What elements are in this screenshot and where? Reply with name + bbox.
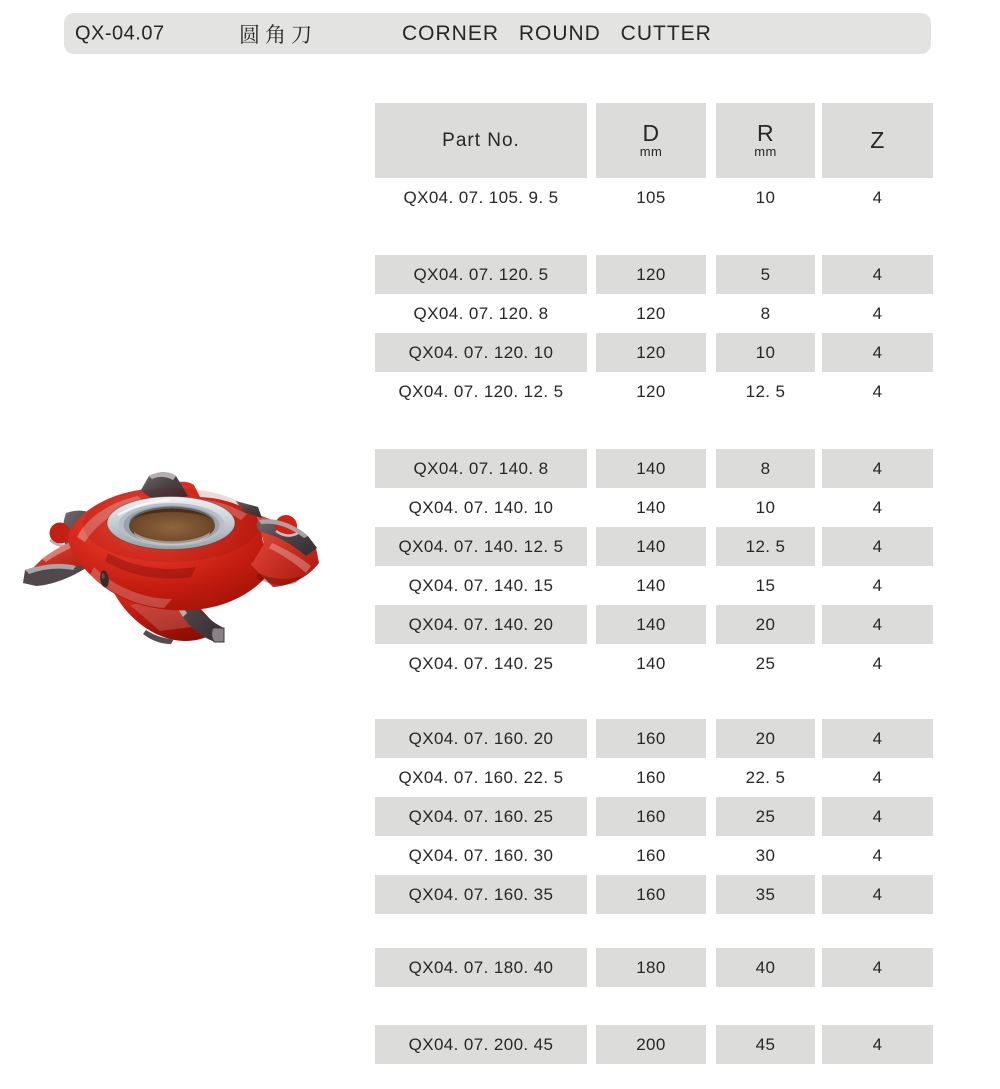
r-cell: 20 (716, 719, 815, 758)
table-row (375, 875, 933, 914)
r-cell: 10 (716, 333, 815, 372)
z-cell: 4 (822, 875, 933, 914)
table-group (375, 1025, 933, 1064)
table-row (375, 294, 933, 333)
table-row (375, 488, 933, 527)
part-no-cell: QX04. 07. 120. 12. 5 (398, 381, 564, 401)
table-row (375, 719, 933, 758)
part-no-cell: QX04. 07. 160. 30 (408, 845, 554, 865)
table-row (375, 527, 933, 566)
title-cn: 圆角刀 (239, 23, 317, 47)
r-header-unit: mm (754, 144, 777, 160)
part-no-cell: QX04. 07. 140. 10 (408, 497, 554, 517)
r-cell: 15 (755, 575, 776, 595)
r-cell: 22. 5 (745, 767, 786, 787)
d-cell: 120 (596, 333, 706, 372)
table-group (375, 948, 933, 987)
r-cell: 12. 5 (745, 381, 786, 401)
d-cell: 160 (596, 797, 706, 836)
d-cell: 105 (636, 187, 666, 207)
r-cell: 45 (716, 1025, 815, 1064)
r-cell: 8 (716, 449, 815, 488)
table-row (375, 1025, 933, 1064)
d-cell: 120 (596, 255, 706, 294)
part-no-cell: QX04. 07. 160. 35 (375, 875, 587, 914)
table-header-row (375, 103, 933, 178)
table-group (375, 449, 933, 683)
z-cell: 4 (822, 719, 933, 758)
d-cell: 160 (636, 845, 666, 865)
table-row (375, 333, 933, 372)
title-bar (64, 13, 931, 54)
r-cell: 35 (716, 875, 815, 914)
r-cell: 10 (755, 187, 776, 207)
r-cell: 8 (760, 303, 771, 323)
model-code: QX-04.07 (75, 22, 165, 44)
table-row (375, 566, 933, 605)
part-no-cell: QX04. 07. 140. 20 (375, 605, 587, 644)
z-cell: 4 (872, 845, 883, 865)
z-cell: 4 (872, 767, 883, 787)
d-cell: 200 (596, 1025, 706, 1064)
z-cell: 4 (872, 381, 883, 401)
z-header-cell (822, 103, 933, 178)
z-cell: 4 (822, 797, 933, 836)
z-cell: 4 (822, 333, 933, 372)
z-cell: 4 (822, 527, 933, 566)
r-cell: 40 (716, 948, 815, 987)
table-group (375, 719, 933, 914)
d-cell: 140 (596, 605, 706, 644)
table-row (375, 605, 933, 644)
z-cell: 4 (872, 575, 883, 595)
part-no-cell: QX04. 07. 120. 5 (375, 255, 587, 294)
table-group (375, 255, 933, 411)
part-no-cell: QX04. 07. 140. 25 (408, 653, 554, 673)
title-en: CORNER ROUND CUTTER (402, 21, 712, 45)
r-cell: 10 (755, 497, 776, 517)
part-no-header-cell (375, 103, 587, 178)
d-cell: 140 (596, 527, 706, 566)
part-no-cell: QX04. 07. 120. 8 (413, 303, 549, 323)
part-no-cell: QX04. 07. 105. 9. 5 (403, 187, 559, 207)
cutter-photo-illustration (10, 445, 355, 655)
d-header-unit: mm (639, 144, 663, 160)
z-cell: 4 (822, 1025, 933, 1064)
z-cell: 4 (872, 497, 883, 517)
table-row (375, 644, 933, 683)
z-cell: 4 (822, 605, 933, 644)
d-header-cell (596, 103, 706, 178)
part-no-cell: QX04. 07. 200. 45 (375, 1025, 587, 1064)
d-cell: 140 (636, 497, 666, 517)
table-row (375, 178, 933, 217)
z-cell: 4 (822, 948, 933, 987)
r-header-label: R (756, 120, 774, 147)
r-cell: 30 (755, 845, 776, 865)
d-cell: 160 (596, 719, 706, 758)
d-cell: 160 (596, 875, 706, 914)
product-image (10, 445, 355, 655)
d-cell: 140 (596, 449, 706, 488)
spec-table (375, 103, 933, 1064)
z-cell: 4 (872, 187, 883, 207)
r-cell: 12. 5 (716, 527, 815, 566)
table-row (375, 948, 933, 987)
d-cell: 120 (636, 303, 666, 323)
z-cell: 4 (822, 449, 933, 488)
r-cell: 25 (716, 797, 815, 836)
table-row (375, 836, 933, 875)
d-header-label: D (642, 120, 660, 147)
table-row (375, 449, 933, 488)
part-no-header-label: Part No. (442, 129, 520, 151)
d-cell: 140 (636, 575, 666, 595)
part-no-cell: QX04. 07. 120. 10 (375, 333, 587, 372)
table-row (375, 255, 933, 294)
r-cell: 5 (716, 255, 815, 294)
table-groups (375, 178, 933, 1064)
table-row (375, 372, 933, 411)
table-row (375, 797, 933, 836)
part-no-cell: QX04. 07. 160. 22. 5 (398, 767, 564, 787)
r-header-cell (716, 103, 815, 178)
z-cell: 4 (872, 653, 883, 673)
d-cell: 120 (636, 381, 666, 401)
part-no-cell: QX04. 07. 140. 8 (375, 449, 587, 488)
d-cell: 160 (636, 767, 666, 787)
z-cell: 4 (872, 303, 883, 323)
z-header-label: Z (870, 127, 885, 154)
table-row (375, 758, 933, 797)
r-cell: 20 (716, 605, 815, 644)
bore-ring (83, 488, 259, 562)
part-no-cell: QX04. 07. 140. 12. 5 (375, 527, 587, 566)
part-no-cell: QX04. 07. 160. 25 (375, 797, 587, 836)
part-no-cell: QX04. 07. 140. 15 (408, 575, 554, 595)
part-no-cell: QX04. 07. 180. 40 (375, 948, 587, 987)
z-cell: 4 (822, 255, 933, 294)
r-cell: 25 (755, 653, 776, 673)
table-group (375, 178, 933, 217)
part-no-cell: QX04. 07. 160. 20 (375, 719, 587, 758)
d-cell: 180 (596, 948, 706, 987)
d-cell: 140 (636, 653, 666, 673)
